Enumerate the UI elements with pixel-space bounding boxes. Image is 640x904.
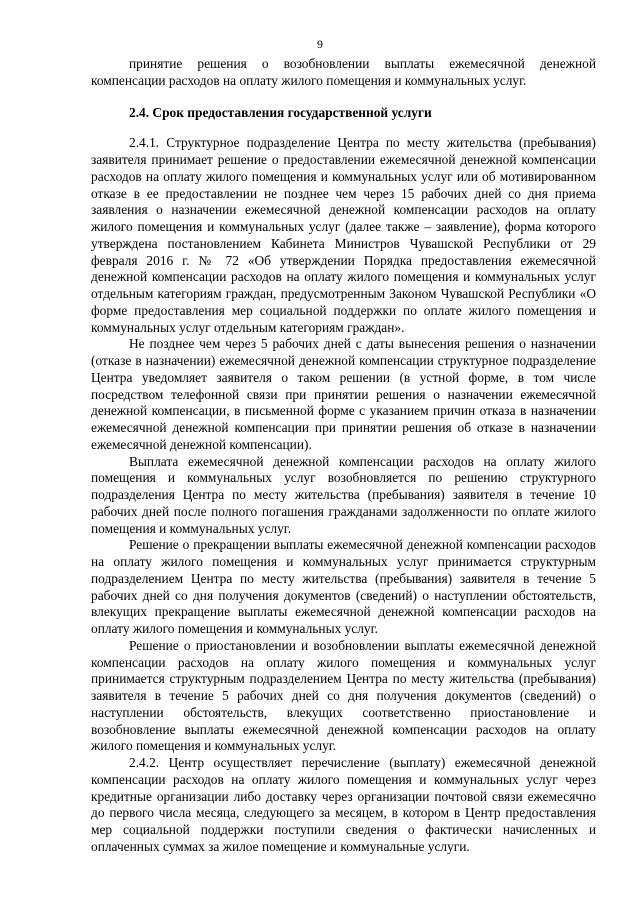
- paragraph-2-4-2: 2.4.2. Центр осуществляет перечисление (выплату) ежемесячной денежной компенсации расходов на оплату жилого помещения и коммунальных услуг через кредитные организации либо доставку через организации почтовой связи ежемесячно до первого числа месяца, следующего за месяцем, в котором в Центр предоставления мер социальной поддержки поступили сведения о фактически начисленных и оплаченных суммах за жилое помещение и коммунальные услуги.: [91, 755, 596, 854]
- paragraph-notification: Не позднее чем через 5 рабочих дней с даты вынесения решения о назначении (отказе в назначении) ежемесячной денежной компенсации структурное подразделение Центра уведомляет заявителя о таком решении (в устной форме, в том числе посредством телефонной связи при принятии решения о назначении ежемесячной денежной компенсации, в письменной форме с указанием причин отказа в назначении ежемесячной денежной компенсации при принятии решения об отказе в назначении ежемесячной денежной компенсации).: [91, 336, 596, 452]
- document-body: [91, 56, 596, 856]
- intro-paragraph: принятие решения о возобновлении выплаты ежемесячной денежной компенсации расходов на оплату жилого помещения и коммунальных услуг.: [91, 56, 596, 88]
- section-heading: 2.4. Срок предоставления государственной услуги: [129, 104, 432, 120]
- paragraph-suspension: Решение о приостановлении и возобновлении выплаты ежемесячной денежной компенсации расходов на оплату жилого помещения и коммунальных услуг принимается структурным подразделением Центра по месту жительства (пребывания) заявителя в течение 5 рабочих дней со дня получения документов (сведений) о наступлении обстоятельств, влекущих соответственно приостановление и возобновление выплаты ежемесячной денежной компенсации расходов на оплату жилого помещения и коммунальных услуг.: [91, 637, 596, 754]
- paragraph-termination: Решение о прекращении выплаты ежемесячной денежной компенсации расходов на оплату жилого помещения и коммунальных услуг принимается структурным подразделением Центра по месту жительства (пребывания) заявителя в течение 5 рабочих дней со дня получения документов (сведений) о наступлении обстоятельств, влекущих прекращение выплаты ежемесячной денежной компенсации расходов на оплату жилого помещения и коммунальных услуг.: [91, 537, 596, 636]
- paragraph-2-4-1: 2.4.1. Структурное подразделение Центра по месту жительства (пребывания) заявителя принимает решение о предоставлении ежемесячной денежной компенсации расходов на оплату жилого помещения и коммунальных услуг или об мотивированном отказе в ее предоставлении не позднее чем через 15 рабочих дней со дня приема заявления о назначении ежемесячной денежной компенсации расходов на оплату жилого помещения и коммунальных услуг (далее также – заявление), форма которого утверждена постановлением Кабинета Министров Чувашской Республики от 29 февраля 2016 г. № 72 «Об утверждении Порядка предоставления ежемесячной денежной компенсации расходов на оплату жилого помещения и коммунальных услуг отдельным категориям граждан, предусмотренным Законом Чувашской Республики «О форме предоставления мер социальной поддержки по оплате жилого помещения и коммунальных услуг отдельным категориям граждан».: [91, 135, 596, 335]
- page-number: 9: [317, 37, 323, 51]
- paragraph-resumption: Выплата ежемесячной денежной компенсации расходов на оплату жилого помещения и коммунальных услуг возобновляется по решению структурного подразделения Центра по месту жительства (пребывания) заявителя в течение 10 рабочих дней после полного погашения гражданами задолженности по оплате жилого помещения и коммунальных услуг.: [91, 453, 596, 536]
